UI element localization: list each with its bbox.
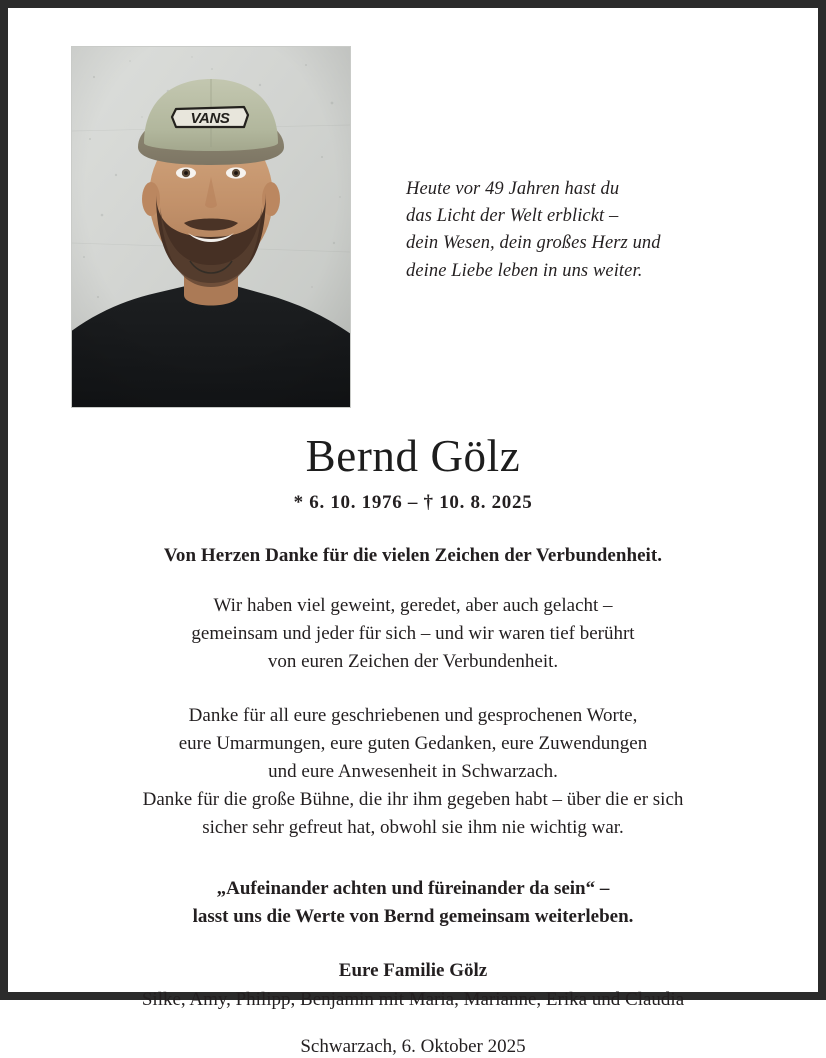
portrait-photo-image — [72, 47, 350, 407]
paragraph-one — [8, 592, 818, 676]
paragraph-line: sicher sehr gefreut hat, obwohl sie ihm nie wichtig war. — [202, 817, 624, 839]
motto-line: „Aufeinander achten und füreinander da sein“ – — [216, 878, 610, 900]
deceased-name: Bernd Gölz — [305, 431, 521, 481]
paragraph-line: von euren Zeichen der Verbundenheit. — [267, 650, 559, 672]
life-dates: * 6. 10. 1976 – † 10. 8. 2025 — [293, 491, 533, 513]
family-heading: Eure Familie Gölz — [338, 959, 488, 981]
family-names: Silke, Amy, Philipp, Benjamin mit Maria, Marianne, Erika und Claudia — [141, 988, 685, 1010]
place-and-date: Schwarzach, 6. Oktober 2025 — [300, 1035, 526, 1057]
portrait-photo — [71, 46, 351, 408]
memorial-text-column — [8, 433, 818, 1058]
notice-sheet — [8, 8, 818, 1057]
poem-line: Heute vor 49 Jahren hast du — [406, 179, 620, 199]
memorial-motto — [8, 875, 818, 931]
memorial-poem — [406, 176, 736, 285]
thanks-heading: Von Herzen Danke für die vielen Zeichen der Verbundenheit. — [163, 544, 663, 566]
poem-line: das Licht der Welt erblickt – — [406, 206, 619, 227]
poem-line: dein Wesen, dein großes Herz und — [406, 233, 661, 254]
paragraph-two — [8, 702, 818, 842]
paragraph-line: Danke für die große Bühne, die ihr ihm gegeben habt – über die er sich — [142, 789, 684, 811]
paragraph-line: gemeinsam und jeder für sich – und wir waren tief berührt — [191, 622, 635, 644]
paragraph-line: eure Umarmungen, eure guten Gedanken, eure Zuwendungen — [178, 733, 648, 755]
paragraph-line: und eure Anwesenheit in Schwarzach. — [268, 761, 558, 783]
paragraph-line: Danke für all eure geschriebenen und gesprochenen Worte, — [188, 705, 638, 727]
paragraph-line: Wir haben viel geweint, geredet, aber auch gelacht – — [213, 594, 613, 616]
motto-line: lasst uns die Werte von Bernd gemeinsam weiterleben. — [192, 905, 634, 927]
poem-line: deine Liebe leben in uns weiter. — [406, 260, 643, 281]
